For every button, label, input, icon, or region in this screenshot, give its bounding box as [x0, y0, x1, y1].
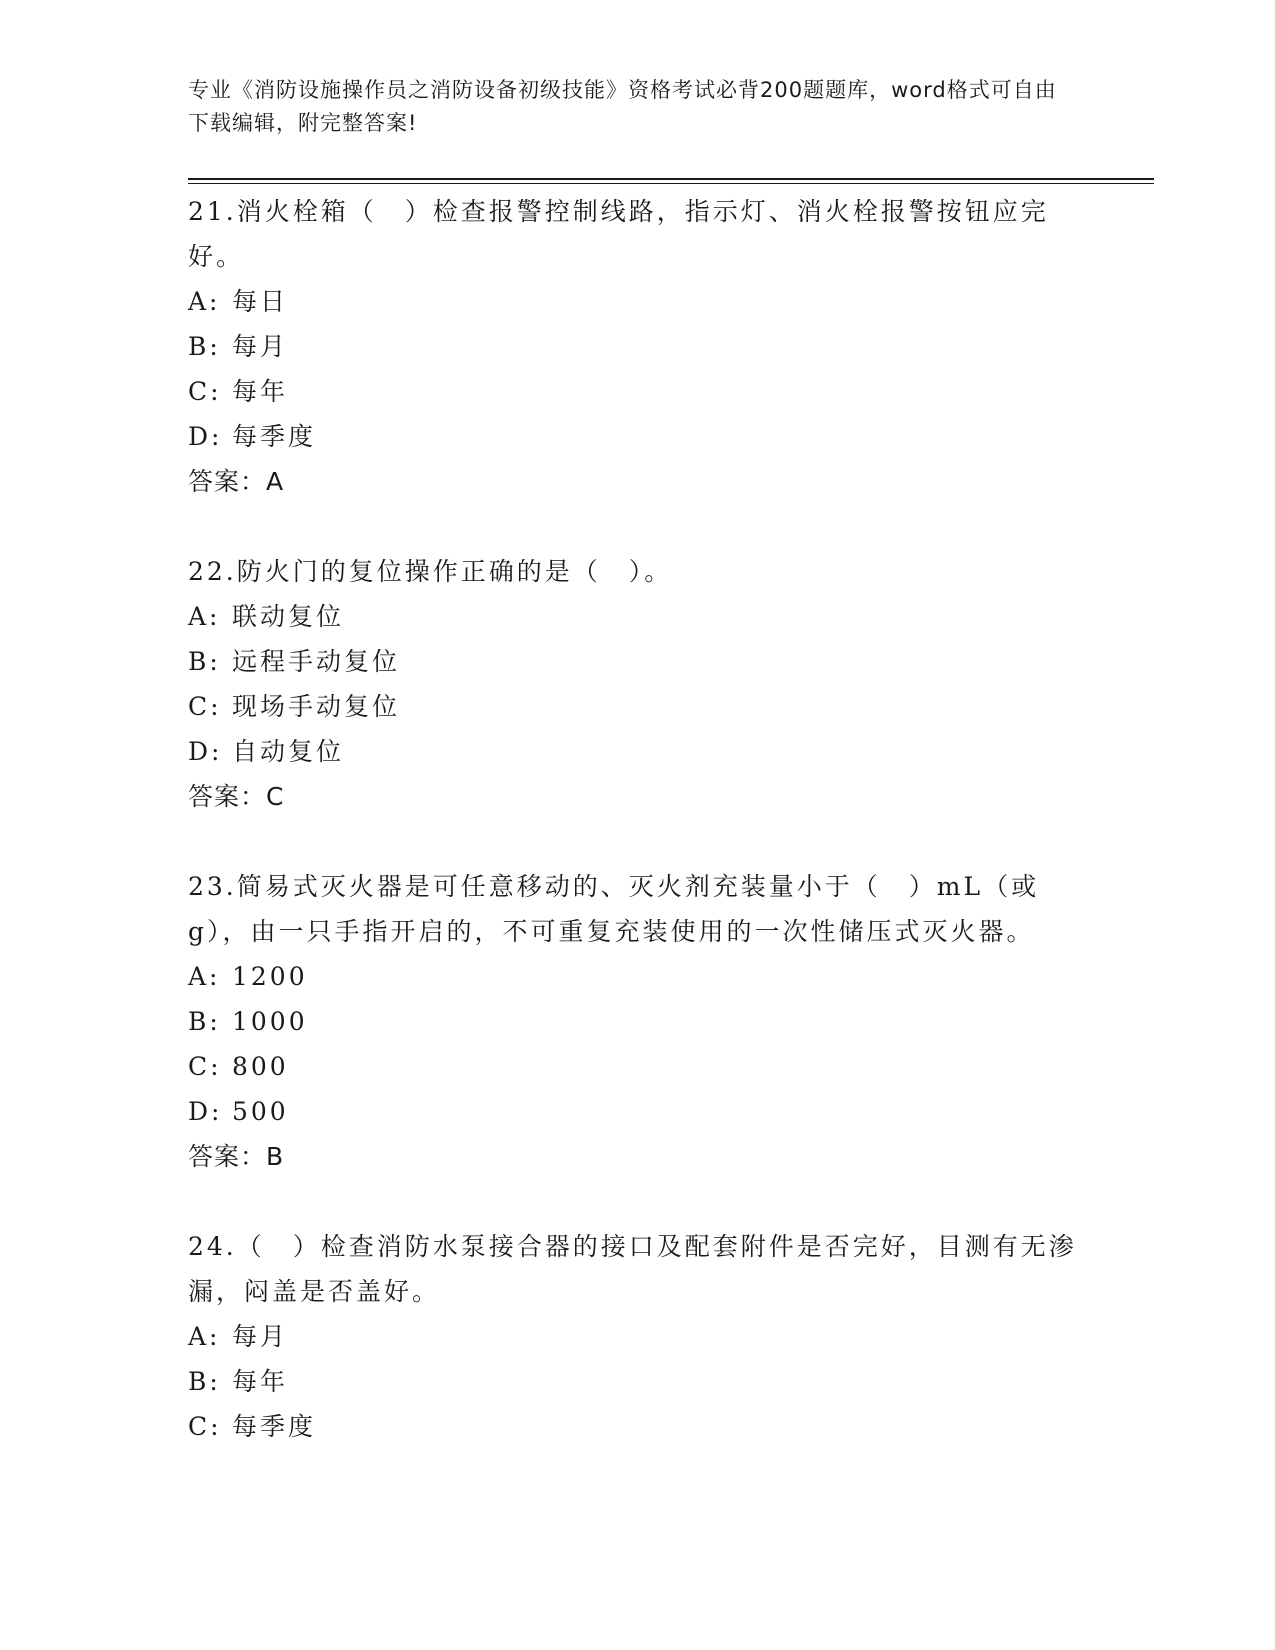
option-text: 现场手动复位: [232, 692, 401, 721]
option-key: B:: [188, 332, 221, 361]
header-divider-thick: [188, 178, 1154, 180]
option-key: B:: [188, 1007, 221, 1036]
question-21: [188, 189, 1088, 504]
question-stem: 23.简易式灭火器是可任意移动的、灭火剂充装量小于（ ）mL（或g），由一只手指开启的，不可重复充装使用的一次性储压式灭火器。: [188, 872, 1040, 946]
option-b: [188, 999, 1088, 1044]
option-text: 每年: [232, 1367, 289, 1396]
option-d: [188, 729, 1088, 774]
option-c: [188, 1044, 1088, 1089]
option-b: [188, 639, 1088, 684]
option-key: C:: [188, 692, 222, 721]
option-text: 每季度: [232, 422, 317, 451]
option-a: [188, 279, 1088, 324]
option-text: 远程手动复位: [232, 647, 401, 676]
option-key: D:: [188, 1097, 223, 1126]
option-text: 1000: [232, 1007, 308, 1036]
option-key: A:: [188, 287, 221, 316]
question-23: [188, 864, 1088, 1179]
option-key: B:: [188, 1367, 221, 1396]
option-key: B:: [188, 647, 221, 676]
question-24: [188, 1224, 1088, 1449]
question-stem: 22.防火门的复位操作正确的是（ ）。: [188, 557, 673, 586]
option-text: 500: [232, 1097, 289, 1126]
option-text: 每月: [232, 332, 289, 361]
option-c: [188, 369, 1088, 414]
header-divider-thin: [188, 183, 1154, 184]
option-a: [188, 954, 1088, 999]
option-text: 每月: [232, 1322, 289, 1351]
question-stem: 24.（ ）检查消防水泵接合器的接口及配套附件是否完好，目测有无渗漏，闷盖是否盖好。: [188, 1232, 1077, 1306]
option-text: 联动复位: [232, 602, 345, 631]
option-text: 每季度: [232, 1412, 317, 1441]
question-spacer: [188, 1179, 1088, 1224]
option-key: C:: [188, 1052, 222, 1081]
question-answer: 答案：A: [188, 467, 285, 496]
question-list: [188, 189, 1088, 1449]
question-answer: 答案：C: [188, 782, 285, 811]
option-text: 每日: [232, 287, 289, 316]
option-c: [188, 684, 1088, 729]
option-key: C:: [188, 377, 222, 406]
option-key: A:: [188, 1322, 221, 1351]
question-spacer: [188, 504, 1088, 549]
option-text: 1200: [232, 962, 308, 991]
option-a: [188, 594, 1088, 639]
option-text: 800: [232, 1052, 289, 1081]
option-b: [188, 1359, 1088, 1404]
option-key: A:: [188, 602, 221, 631]
question-stem: 21.消火栓箱（ ）检查报警控制线路，指示灯、消火栓报警按钮应完好。: [188, 197, 1049, 271]
option-key: D:: [188, 422, 223, 451]
option-text: 自动复位: [232, 737, 345, 766]
option-c: [188, 1404, 1088, 1449]
option-d: [188, 414, 1088, 459]
option-key: A:: [188, 962, 221, 991]
option-key: D:: [188, 737, 223, 766]
option-text: 每年: [232, 377, 289, 406]
question-answer: 答案：B: [188, 1142, 285, 1171]
option-a: [188, 1314, 1088, 1359]
option-b: [188, 324, 1088, 369]
option-d: [188, 1089, 1088, 1134]
question-22: [188, 549, 1088, 819]
option-key: C:: [188, 1412, 222, 1441]
document-header: 专业《消防设施操作员之消防设备初级技能》资格考试必背200题题库，word格式可自由下载编辑，附完整答案!: [188, 78, 1057, 135]
question-spacer: [188, 819, 1088, 864]
